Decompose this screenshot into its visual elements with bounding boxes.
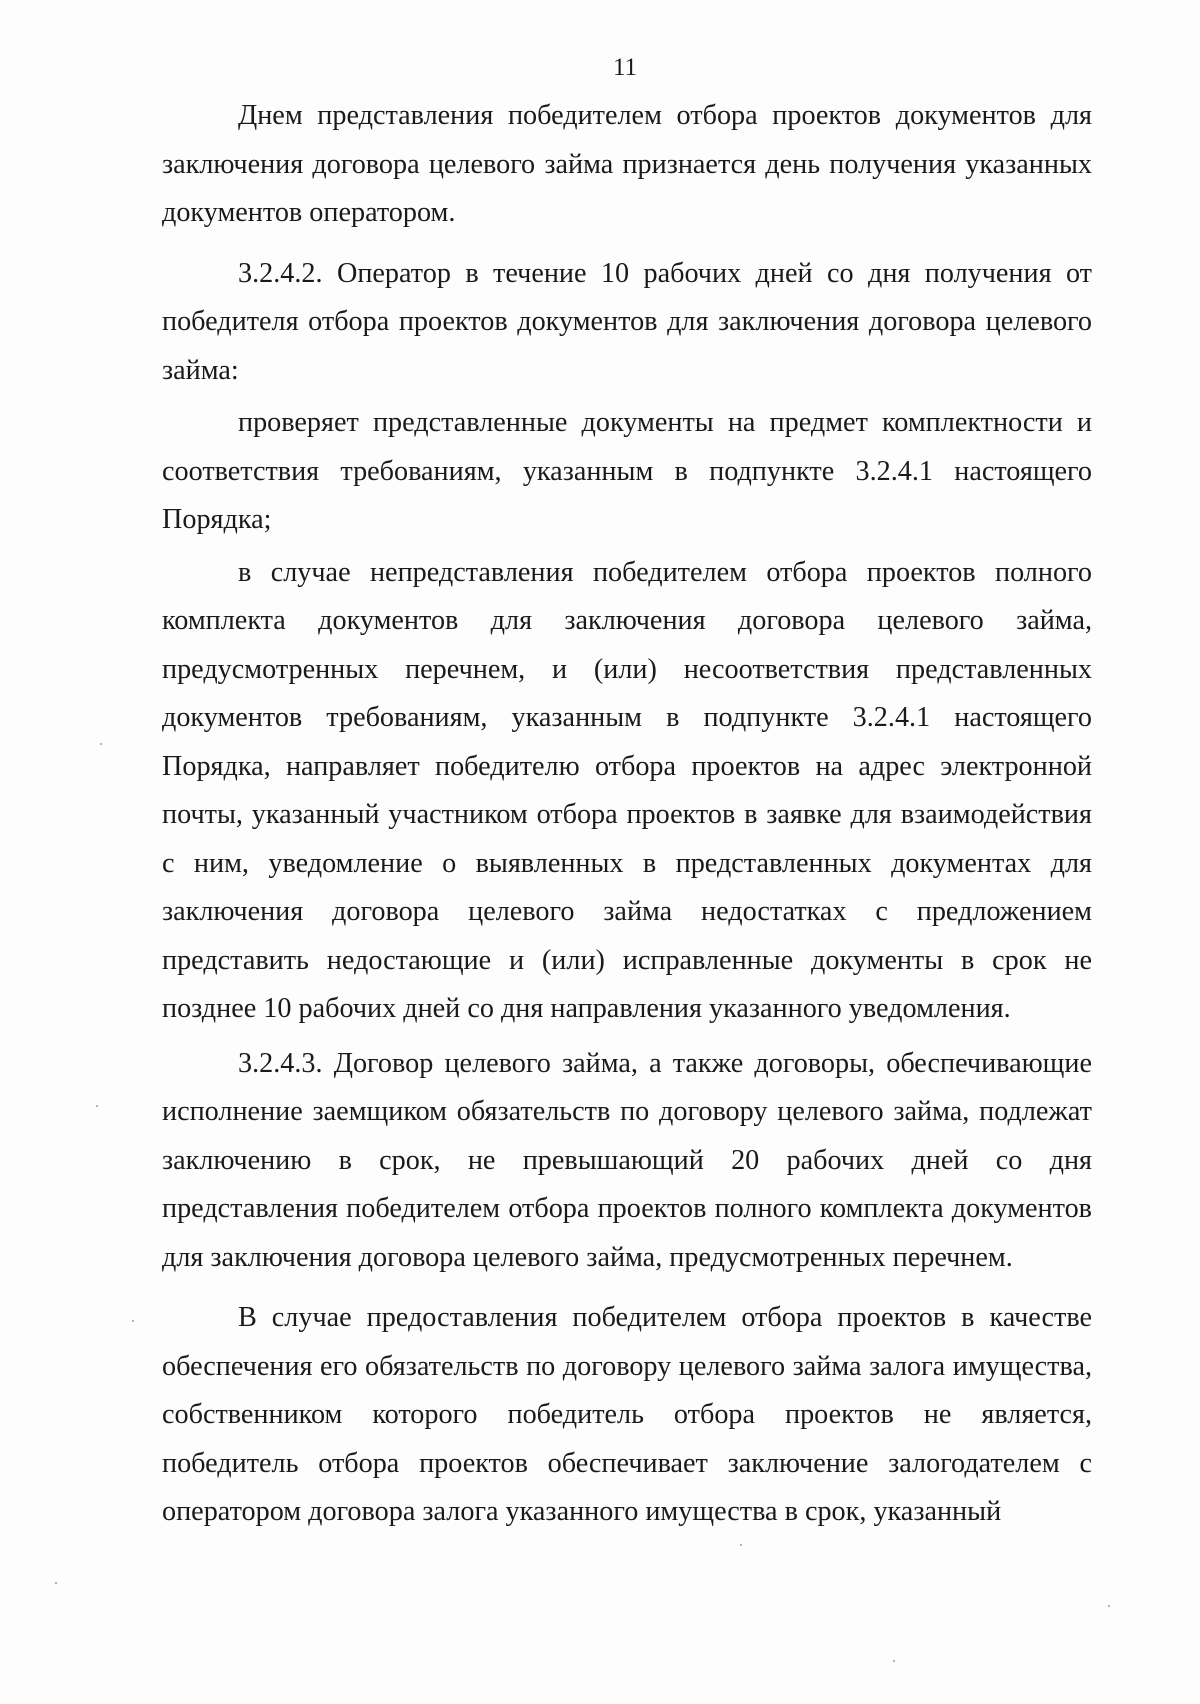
- scan-speck: [740, 1544, 742, 1546]
- paragraph-pledge-of-property: В случае предоставления победителем отбора проектов в качестве обеспечения его обязательств по договору целевого займа залога имущества, собственником которого победитель отбора проектов не является, победитель отбора проектов обеспечивает заключение залогодателем с оператором договора залога указанного имущества в срок, указанный: [162, 1302, 1092, 1527]
- scan-speck: [132, 1320, 134, 1322]
- paragraph-checks-documents: проверяет представленные документы на предмет комплектности и соответствия требованиям, указанным в подпункте 3.2.4.1 настоящего Порядка;: [162, 407, 1092, 535]
- paragraph-submission-date: Днем представления победителем отбора проектов документов для заключения договора целевого займа признается день получения указанных документов оператором.: [162, 100, 1092, 228]
- paragraph-3-2-4-2: 3.2.4.2. Оператор в течение 10 рабочих дней со дня получения от победителя отбора проектов документов для заключения договора целевого займа:: [162, 257, 1092, 386]
- scan-speck: [55, 1582, 57, 1584]
- paragraph-non-submission-notice: в случае непредставления победителем отбора проектов полного комплекта документов для заключения договора целевого займа, предусмотренных перечнем, и (или) несоответствия представленных документов требованиям, указанным в подпункте 3.2.4.1 настоящего Порядка, направляет победителю отбора проектов на адрес электронной почты, указанный участником отбора проектов в заявке для взаимодействия с ним, уведомление о выявленных в представленных документах для заключения договора целевого займа недостатках с предложением представить недостающие и (или) исправленные документы в срок не позднее 10 рабочих дней со дня направления указанного уведомления.: [162, 556, 1092, 1024]
- scan-speck: [96, 1105, 98, 1107]
- scan-speck: [100, 743, 102, 745]
- paragraph-3-2-4-3: 3.2.4.3. Договор целевого займа, а также договоры, обеспечивающие исполнение заемщиком обязательств по договору целевого займа, подлежат заключению в срок, не превышающий 20 рабочих дней со дня представления победителем отбора проектов полного комплекта документов для заключения договора целевого займа, предусмотренных перечнем.: [162, 1047, 1092, 1273]
- document-body: [162, 92, 1092, 1537]
- scan-speck: [1108, 1605, 1110, 1607]
- page-number: 11: [612, 54, 638, 81]
- scan-speck: [893, 1660, 895, 1662]
